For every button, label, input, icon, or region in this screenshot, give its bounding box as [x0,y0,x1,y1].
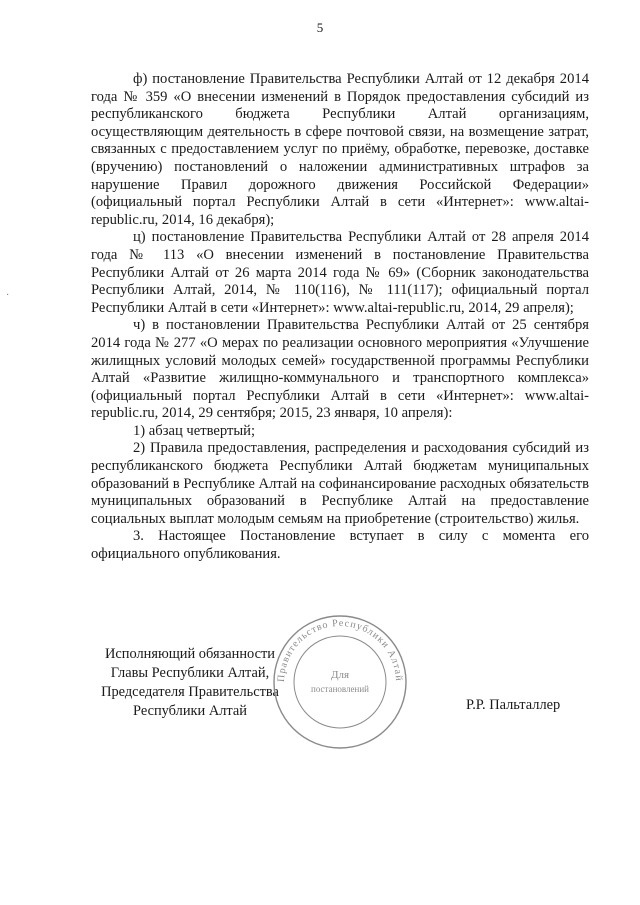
paragraph-f: ф) постановление Правительства Республики Алтай от 12 декабря 2014 года № 359 «О внесении изменений в Порядок предоставления субсидий из республиканского бюджета Республики Алтай организациям, осуществляющим деятельность в сфере почтовой связи, на возмещение затрат, связанных с предоставлением услуг по приёму, обработке, перевозке, доставке (вручению) постановлений о наложении административных штрафов за нарушение Правил дорожного движения Российской Федерации» (официальный портал Республики Алтай в сети «Интернет»: www.altai-republic.ru, 2014, 16 декабря); [91,71,589,228]
paragraph-ts: ц) постановление Правительства Республики Алтай от 28 апреля 2014 года № 113 «О внесении изменений в постановление Правительства Республики Алтай от 26 марта 2014 года № 69» (Сборник законодательства Республики Алтай, 2014, № 110(116), № 111(117); официальный портал Республики Алтай в сети «Интернет»: www.altai-republic.ru, 2014, 29 апреля); [91,229,589,316]
official-seal [270,612,410,752]
svg-text:Для: Для [330,669,350,681]
signature-line: Главы Республики Алтай, [110,665,270,681]
svg-text:постановлений: постановлений [311,684,369,694]
paragraph-item-2: 2) Правила предоставления, распределения и расходования субсидий из республиканского бюджета Республики Алтай бюджетам муниципальных образований в Республике Алтай на софинансирование расходных обязательств муниципальных образований в Республике Алтай на предоставление социальных выплат молодым семьям на приобретение (строительство) жилья. [91,440,589,527]
paragraph-item-1: 1) абзац четвертый; [133,422,256,439]
paragraph-ch: ч) в постановлении Правительства Республики Алтай от 25 сентября 2014 года № 277 «О мерах по реализации основного мероприятия «Улучшение жилищных условий молодых семей» государственной программы Республики Алтай «Развитие жилищно-коммунального и транспортного комплекса» (официальный портал Республики Алтай в сети «Интернет»: www.altai-republic.ru, 2014, 29 сентября; 2015, 23 января, 10 апреля): [91,317,589,422]
signature-line: Исполняющий обязанности [104,646,275,662]
signature-line: Председателя Правительства [101,684,279,700]
signatory-name: Р.Р. Пальталлер [466,697,561,713]
svg-text:Правительство Республики Алтай: Правительство Республики Алтай [275,617,405,683]
signature-position [95,645,285,721]
paragraph-item-3: 3. Настоящее Постановление вступает в силу с момента его официального опубликования. [91,528,589,563]
margin-mark: · [6,290,10,301]
document-body [91,71,589,564]
signature-line: Республики Алтай [133,703,247,719]
page-number: 5 [316,20,324,35]
